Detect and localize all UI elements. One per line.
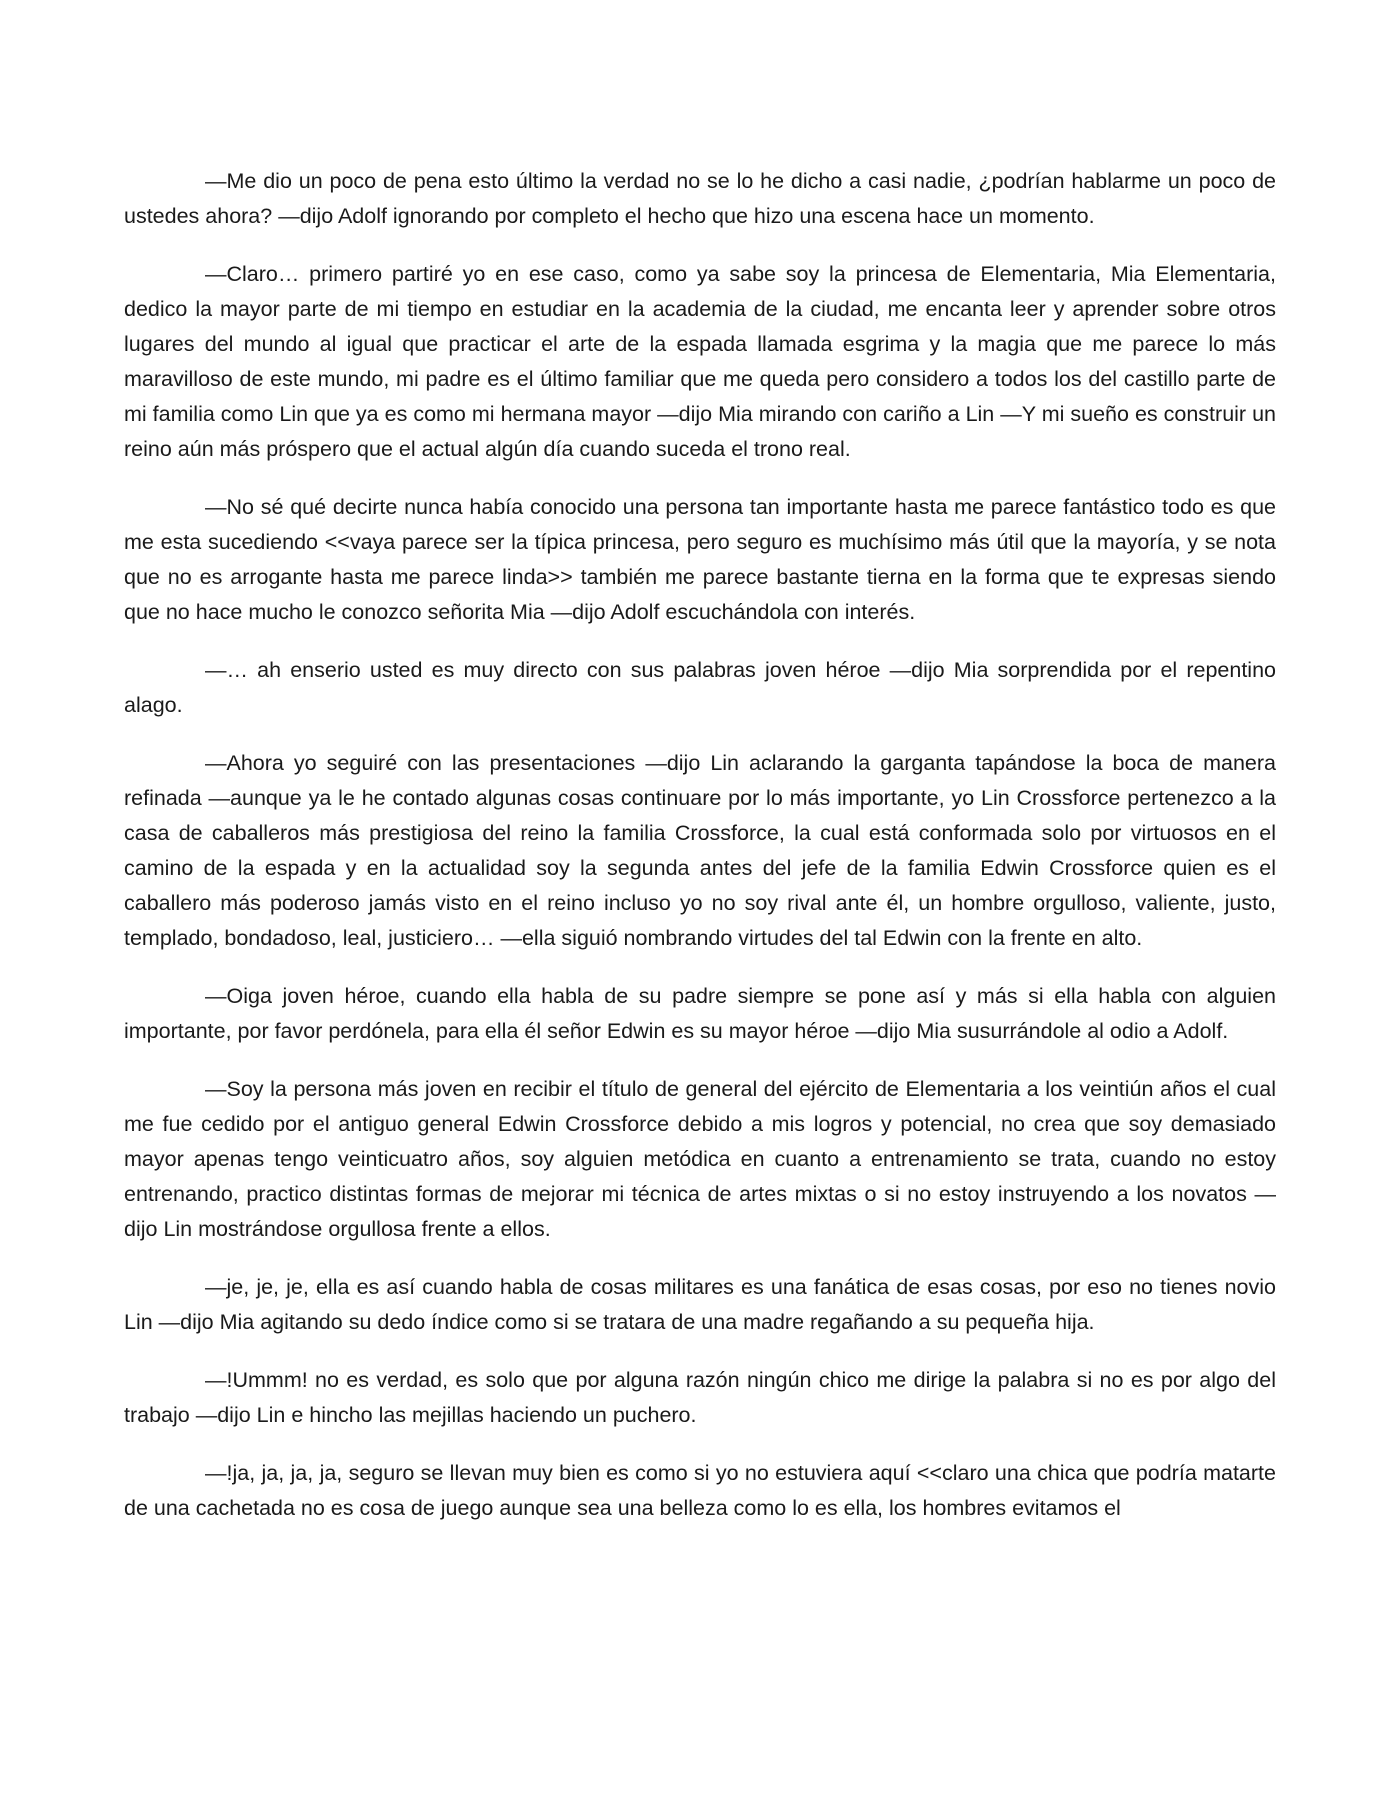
- paragraph: —Soy la persona más joven en recibir el título de general del ejército de Elementaria a los veintiún años el cual me fue cedido por el antiguo general Edwin Crossforce debido a mis logros y potencial, no crea que soy demasiado mayor apenas tengo veinticuatro años, soy alguien metódica en cuanto a entrenamiento se trata, cuando no estoy entrenando, practico distintas formas de mejorar mi técnica de artes mixtas o si no estoy instruyendo a los novatos —dijo Lin mostrándose orgullosa frente a ellos.: [124, 1077, 1276, 1241]
- paragraph: —!ja, ja, ja, ja, seguro se llevan muy bien es como si yo no estuviera aquí <<claro una chica que podría matarte de una cachetada no es cosa de juego aunque sea una belleza como lo es ella, los hombres evitamos el: [124, 1461, 1276, 1520]
- paragraph: —je, je, je, ella es así cuando habla de cosas militares es una fanática de esas cosas, por eso no tienes novio Lin —dijo Mia agitando su dedo índice como si se tratara de una madre regañando a su pequeña hija.: [124, 1275, 1276, 1334]
- paragraph: —Me dio un poco de pena esto último la verdad no se lo he dicho a casi nadie, ¿podrían hablarme un poco de ustedes ahora? —dijo Adolf ignorando por completo el hecho que hizo una escena hace un momento.: [124, 169, 1276, 228]
- body-text: [124, 164, 1276, 1549]
- paragraph: —Claro… primero partiré yo en ese caso, como ya sabe soy la princesa de Elementaria, Mia Elementaria, dedico la mayor parte de mi tiempo en estudiar en la academia de la ciudad, me encanta leer y aprender sobre otros lugares del mundo al igual que practicar el arte de la espada llamada esgrima y la magia que me parece lo más maravilloso de este mundo, mi padre es el último familiar que me queda pero considero a todos los del castillo parte de mi familia como Lin que ya es como mi hermana mayor —dijo Mia mirando con cariño a Lin —Y mi sueño es construir un reino aún más próspero que el actual algún día cuando suceda el trono real.: [124, 262, 1276, 461]
- paragraph: —No sé qué decirte nunca había conocido una persona tan importante hasta me parece fantástico todo es que me esta sucediendo <<vaya parece ser la típica princesa, pero seguro es muchísimo más útil que la mayoría, y se nota que no es arrogante hasta me parece linda>> también me parece bastante tierna en la forma que te expresas siendo que no hace mucho le conozco señorita Mia —dijo Adolf escuchándola con interés.: [124, 495, 1276, 624]
- paragraph: —… ah enserio usted es muy directo con sus palabras joven héroe —dijo Mia sorprendida por el repentino alago.: [124, 658, 1276, 717]
- paragraph: —Ahora yo seguiré con las presentaciones —dijo Lin aclarando la garganta tapándose la boca de manera refinada —aunque ya le he contado algunas cosas continuare por lo más importante, yo Lin Crossforce pertenezco a la casa de caballeros más prestigiosa del reino la familia Crossforce, la cual está conformada solo por virtuosos en el camino de la espada y en la actualidad soy la segunda antes del jefe de la familia Edwin Crossforce quien es el caballero más poderoso jamás visto en el reino incluso yo no soy rival ante él, un hombre orgulloso, valiente, justo, templado, bondadoso, leal, justiciero… —ella siguió nombrando virtudes del tal Edwin con la frente en alto.: [124, 751, 1276, 950]
- paragraph: —!Ummm! no es verdad, es solo que por alguna razón ningún chico me dirige la palabra si no es por algo del trabajo —dijo Lin e hincho las mejillas haciendo un puchero.: [124, 1368, 1276, 1427]
- paragraph: —Oiga joven héroe, cuando ella habla de su padre siempre se pone así y más si ella habla con alguien importante, por favor perdónela, para ella él señor Edwin es su mayor héroe —dijo Mia susurrándole al odio a Adolf.: [124, 984, 1276, 1043]
